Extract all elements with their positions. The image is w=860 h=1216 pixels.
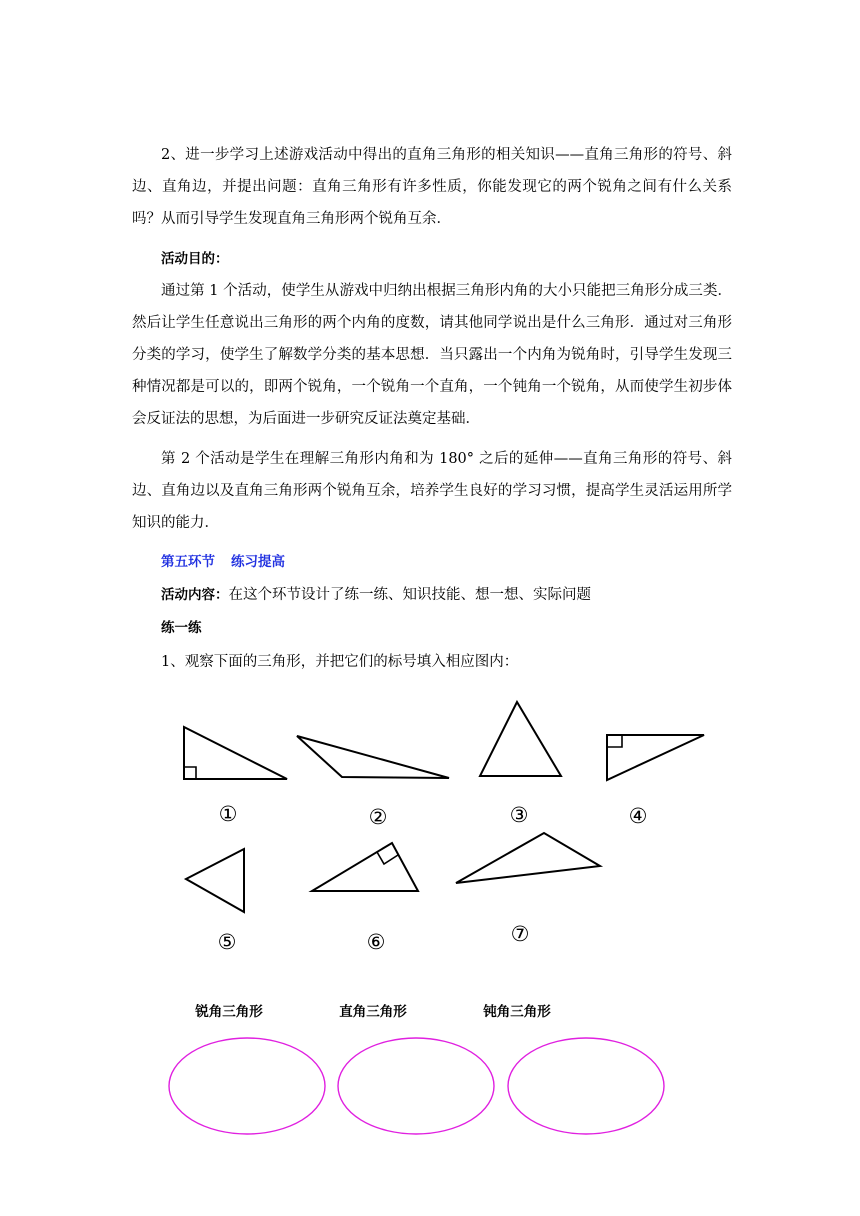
triangle-figure: [0, 690, 860, 1150]
practice-heading: 练一练: [161, 620, 202, 636]
section-heading: [161, 552, 285, 572]
triangle-1: [184, 727, 287, 779]
label-2: ②: [368, 805, 388, 829]
activity-content-text: 在这个环节设计了练一练、知识技能、想一想、实际问题: [228, 587, 591, 603]
purpose-heading: 活动目的：: [161, 251, 229, 267]
paragraph-activity-1-purpose: 通过第 1 个活动，使学生从游戏中归纳出根据三角形内角的大小只能把三角形分成三类．然后让学生任意说出三角形的两个内角的度数，请其他同学说出是什么三角形．通过对三角形分类的学习，使学生了解数学分类的基本思想．当只露出一个内角为锐角时，引导学生发现三种情况都是可以的，即两个锐角，一个锐角一个直角，一个钝角一个锐角，从而使学生初步体会反证法的思想，为后面进一步研究反证法奠定基础．: [132, 283, 732, 427]
category-obtuse: 钝角三角形: [483, 1004, 551, 1020]
activity-content-line: [161, 585, 591, 605]
label-6: ⑥: [366, 930, 386, 954]
label-4: ④: [628, 804, 648, 828]
triangle-5: [186, 849, 244, 912]
category-acute: 锐角三角形: [195, 1004, 263, 1020]
label-1: ①: [218, 802, 238, 826]
label-7: ⑦: [510, 922, 530, 946]
activity-content-label: 活动内容：: [161, 587, 229, 603]
section-number: 第五环节: [161, 554, 215, 570]
category-right: 直角三角形: [339, 1004, 407, 1020]
paragraph-right-triangle-knowledge: 2、进一步学习上述游戏活动中得出的直角三角形的相关知识——直角三角形的符号、斜边、直角边，并提出问题：直角三角形有许多性质，你能发现它的两个锐角之间有什么关系吗？从而引导学生发现直角三角形两个锐角互余．: [132, 147, 732, 227]
triangle-7: [456, 833, 600, 883]
question-1: 1、观察下面的三角形，并把它们的标号填入相应图内：: [161, 654, 519, 670]
oval-obtuse[interactable]: [508, 1038, 664, 1134]
section-title: 练习提高: [231, 554, 285, 570]
triangle-2: [297, 736, 449, 778]
paragraph-activity-2-purpose: 第 2 个活动是学生在理解三角形内角和为 180° 之后的延伸——直角三角形的符号、斜边、直角边以及直角三角形两个锐角互余，培养学生良好的学习习惯，提高学生灵活运用所学知识的能力．: [132, 451, 732, 531]
oval-acute[interactable]: [169, 1038, 325, 1134]
label-3: ③: [509, 803, 529, 827]
oval-right[interactable]: [338, 1038, 494, 1134]
label-5: ⑤: [217, 930, 237, 954]
triangle-6: [312, 843, 418, 891]
triangle-3: [480, 702, 561, 776]
triangle-4: [607, 735, 704, 780]
